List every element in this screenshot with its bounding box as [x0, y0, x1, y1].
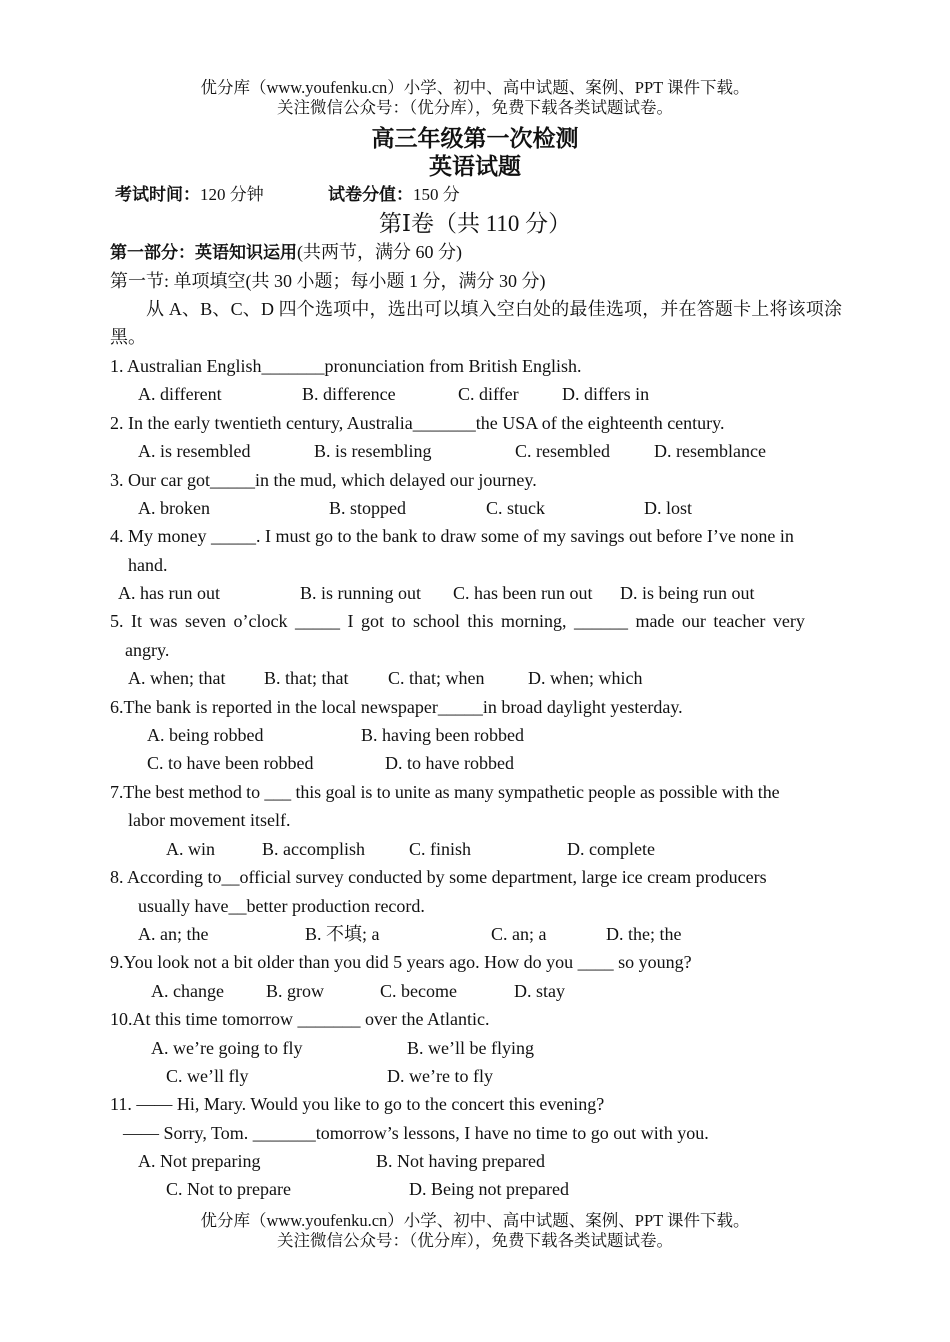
q9-option-d: D. stay — [514, 981, 565, 1001]
q3-stem: 3. Our car got_____in the mud, which delayed our journey. — [110, 470, 537, 490]
q4-option-b: B. is running out — [300, 583, 422, 603]
instruction-text: 从 A、B、C、D 四个选项中，选出可以填入空白处的最佳选项，并在答题卡上将该项涂黑。 — [110, 299, 842, 347]
exam-time-label: 考试时间： — [115, 185, 200, 205]
q7-option-b: B. accomplish — [262, 839, 365, 859]
page-header-line2: 关注微信公众号：（优分库），免费下载各类试题试卷。 — [277, 98, 673, 117]
q3-option-c: C. stuck — [486, 498, 546, 518]
q9-option-b: B. grow — [266, 981, 324, 1001]
part1-label: 第一部分：英语知识运用 — [110, 243, 297, 263]
q9-stem: 9.You look not a bit older than you did 5 years ago. How do you ____ so young? — [110, 952, 692, 972]
q1-stem: 1. Australian English_______pronunciation from British English. — [110, 356, 582, 376]
q6-stem: 6.The bank is reported in the local newspaper_____in broad daylight yesterday. — [110, 697, 683, 717]
q6-option-a: A. being robbed — [147, 725, 264, 745]
q10-stem: 10.At this time tomorrow _______ over the Atlantic. — [110, 1009, 490, 1029]
q8-stem-part1: 8. According to — [110, 867, 222, 887]
q5-stem-line2: angry. — [125, 640, 170, 660]
q7-stem-line1: 7.The best method to ___ this goal is to unite as many sympathetic people as possible with the — [110, 782, 780, 802]
q5-option-d: D. when; which — [528, 668, 643, 688]
page-footer-line2: 关注微信公众号：（优分库），免费下载各类试题试卷。 — [277, 1231, 673, 1250]
page-footer-line1: 优分库（www.youfenku.cn）小学、初中、高中试题、案例、PPT 课件下载。 — [200, 1211, 750, 1230]
q5-option-a: A. when; that — [128, 668, 226, 688]
q8-stem-line2 — [138, 895, 425, 917]
volume-heading: 第Ⅰ卷（共 110 分） — [378, 211, 572, 236]
q8-option-a: A. an; the — [138, 924, 209, 944]
q4-stem-line2: hand. — [128, 555, 168, 575]
q8-stem-part2: official survey conducted by some department, large ice cream producers — [239, 867, 767, 887]
q10-option-d: D. we’re to fly — [387, 1066, 493, 1086]
q3-option-b: B. stopped — [329, 498, 407, 518]
q2-stem: 2. In the early twentieth century, Australia_______the USA of the eighteenth century. — [110, 413, 725, 433]
exam-time-value: 120 分钟 — [200, 185, 264, 204]
q4-option-c: C. has been run out — [453, 583, 593, 603]
part1-detail: (共两节，满分 60 分) — [297, 242, 462, 262]
q11-stem-line2: —— Sorry, Tom. _______tomorrow’s lessons, I have no time to go out with you. — [123, 1123, 709, 1143]
q1-option-a: A. different — [138, 384, 222, 404]
q8-option-c: C. an; a — [491, 924, 547, 944]
q8-option-d: D. the; the — [606, 924, 682, 944]
q8-blank-1: __ — [221, 867, 240, 887]
q11-option-b: B. Not having prepared — [376, 1151, 545, 1171]
q5-option-b: B. that; that — [264, 668, 349, 688]
q5-stem-line1: 5. It was seven o’clock _____ I got to school this morning, ______ made our teacher very — [110, 611, 805, 631]
q8-option-b: B. 不填; a — [305, 924, 380, 944]
q8-blank-2: __ — [228, 896, 247, 916]
q4-stem-line1: 4. My money _____. I must go to the bank to draw some of my savings out before I’ve none in — [110, 526, 794, 546]
q8-stem-part3: usually have — [138, 896, 229, 916]
q4-option-a: A. has run out — [118, 583, 220, 603]
q7-option-a: A. win — [166, 839, 215, 859]
exam-score-value: 150 分 — [413, 185, 460, 204]
q7-stem-line2: labor movement itself. — [128, 810, 291, 830]
part1-heading — [110, 241, 462, 264]
q11-option-a: A. Not preparing — [138, 1151, 261, 1171]
page-header-line1: 优分库（www.youfenku.cn）小学、初中、高中试题、案例、PPT 课件下载。 — [200, 78, 750, 97]
q7-option-c: C. finish — [409, 839, 472, 859]
q1-option-d: D. differs in — [562, 384, 650, 404]
q5-option-c: C. that; when — [388, 668, 485, 688]
q1-option-b: B. difference — [302, 384, 396, 404]
q10-option-c: C. we’ll fly — [166, 1066, 249, 1086]
q6-option-d: D. to have robbed — [385, 753, 514, 773]
q6-option-c: C. to have been robbed — [147, 753, 314, 773]
q9-option-a: A. change — [151, 981, 224, 1001]
q11-option-c: C. Not to prepare — [166, 1179, 291, 1199]
q1-option-c: C. differ — [458, 384, 519, 404]
q3-option-d: D. lost — [644, 498, 693, 518]
q2-option-c: C. resembled — [515, 441, 610, 461]
q10-option-a: A. we’re going to fly — [151, 1038, 303, 1058]
exam-score-label: 试卷分值： — [328, 185, 413, 205]
q11-stem-line1: 11. —— Hi, Mary. Would you like to go to the concert this evening? — [110, 1094, 605, 1114]
exam-time — [115, 184, 264, 206]
q8-stem-part4: better production record. — [246, 896, 425, 916]
q2-option-a: A. is resembled — [138, 441, 251, 461]
q11-option-d: D. Being not prepared — [409, 1179, 569, 1199]
q6-option-b: B. having been robbed — [361, 725, 524, 745]
q7-option-d: D. complete — [567, 839, 655, 859]
q3-option-a: A. broken — [138, 498, 210, 518]
q10-option-b: B. we’ll be flying — [407, 1038, 534, 1058]
exam-subtitle: 英语试题 — [429, 154, 521, 180]
exam-title: 高三年级第一次检测 — [371, 126, 579, 152]
q2-option-d: D. resemblance — [654, 441, 766, 461]
q4-option-d: D. is being run out — [620, 583, 755, 603]
q2-option-b: B. is resembling — [314, 441, 432, 461]
q9-option-c: C. become — [380, 981, 457, 1001]
q8-stem-line1 — [110, 866, 767, 888]
section1-heading: 第一节: 单项填空(共 30 小题；每小题 1 分，满分 30 分) — [110, 271, 546, 291]
exam-score — [328, 184, 460, 206]
